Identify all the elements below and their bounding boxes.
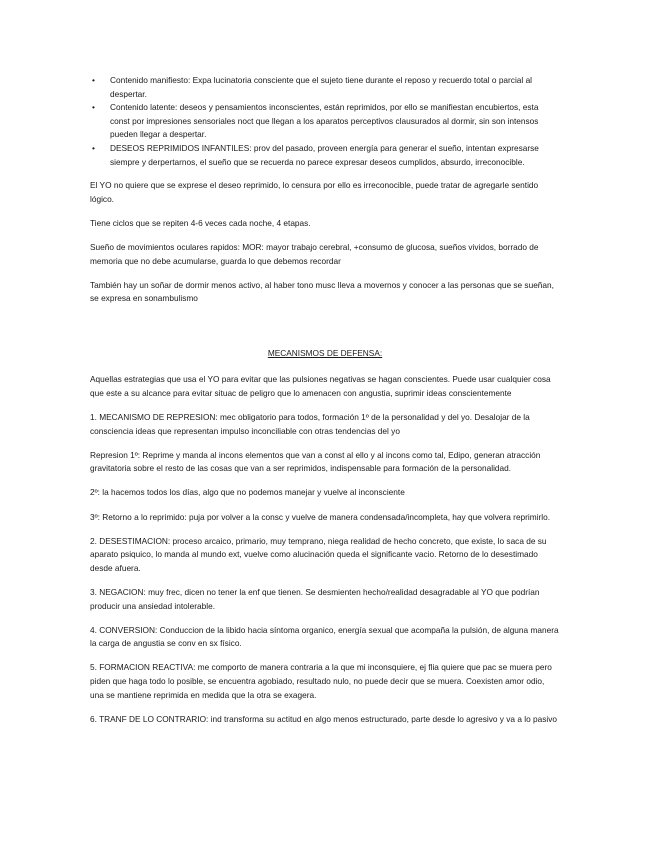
paragraph: Represion 1º: Reprime y manda al incons elementos que van a const al ello y al incons como tal, Edipo, generan atracción gravitatoria sobre el resto de las cosas que van a ser reprimidos, indispensable para formación de la personalidad. xyxy=(90,449,541,474)
paragraph: 5. FORMACION REACTIVA: me comporto de manera contraria a la que mi inconsquiere, ej flia quiere que pac se muera pero piden que haga todo lo posible, se encuentra agobiado, resultado nulo, no puede decir que se muera. Coexisten amor odio, una se mantiene reprimida en medida que la otra se exagera. xyxy=(90,662,552,700)
list-item xyxy=(90,142,560,169)
paragraph: 3º: Retorno a lo reprimido: puja por volver a la consc y vuelve de manera condensada/incompleta, hay que volvera reprimirlo. xyxy=(90,511,551,522)
list-item-label: Contenido latente xyxy=(110,102,176,113)
list-item-label: DESEOS REPRIMIDOS INFANTILES xyxy=(110,142,250,153)
bullet-icon: • xyxy=(92,102,95,113)
paragraph: El YO no quiere que se exprese el deseo reprimido, lo censura por ello es irreconocible, puede tratar de agregarle sentido lógico. xyxy=(90,180,539,204)
paragraph: 3. NEGACION: muy frec, dicen no tener la enf que tienen. Se desmienten hecho/realidad desagradable al YO que podrían producir una ansiedad intolerable. xyxy=(90,586,540,611)
paragraph: Tiene ciclos que se repiten 4-6 veces cada noche, 4 etapas. xyxy=(90,217,311,228)
paragraph: 6. TRANF DE LO CONTRARIO: ind transforma su actitud en algo menos estructurado, parte desde lo agresivo y va a lo pasivo xyxy=(90,713,557,724)
list-item-label: Contenido manifiesto xyxy=(110,75,188,85)
paragraph: 2º: la hacemos todos los días, algo que no podemos manejar y vuelve al inconsciente xyxy=(90,487,405,498)
bullet-icon: • xyxy=(92,142,95,153)
section-heading: MECANISMOS DE DEFENSA: xyxy=(267,347,383,358)
paragraph: 1. MECANISMO DE REPRESION: mec obligatorio para todos, formación 1º de la personalidad y del yo. Desalojar de la consciencia ideas que representan impulso inconciliable con otras tendencias del yo xyxy=(90,412,530,436)
list-item xyxy=(90,74,560,101)
bullet-icon: • xyxy=(92,75,95,85)
paragraph: Sueño de movimientos oculares rapidos: MOR: mayor trabajo cerebral, +consumo de glucosa, sueños vividos, borrado de memoria que no debe acumularse, guarda lo que debemos recordar xyxy=(90,241,539,266)
list-item-text: : Expa lucinatoria consciente que el sujeto tiene durante el reposo y recuerdo total o parcial al despertar. xyxy=(110,75,533,99)
paragraph: Aquellas estrategias que usa el YO para evitar que las pulsiones negativas se hagan conscientes. Puede usar cualquier cosa que este a su alcance para evitar situac de peligro que lo amenacen con angustia, suprimir ideas conscientemente xyxy=(90,374,551,398)
document-body xyxy=(90,74,560,737)
dream-content-list xyxy=(90,74,560,169)
list-item-text: : deseos y pensamientos inconscientes, están reprimidos, por ello se manifiestan encubiertos, esta const por impresiones sensoriales noct que llegan a los aparatos perceptivos clausurados al dormir, sin son intensos pueden llegar a despertar. xyxy=(110,102,539,140)
list-item-text: : prov del pasado, proveen energía para generar el sueño, intentan expresarse siempre y derpertarnos, el sueño que se recuerda no parece expresar deseos cumplidos, absurdo, irreconocible. xyxy=(110,142,539,167)
paragraph: También hay un soñar de dormir menos activo, al haber tono musc lleva a movernos y conocer a las personas que se sueñan, se expresa en sonambulismo xyxy=(90,279,554,304)
paragraph: 4. CONVERSION: Conduccion de la libido hacia síntoma organico, energía sexual que acompaña la pulsión, de alguna manera la carga de angustia se conv en sx físico. xyxy=(90,624,559,649)
list-item xyxy=(90,101,560,142)
paragraph: 2. DESESTIMACION: proceso arcaico, primario, muy temprano, niega realidad de hecho concreto, que existe, lo saca de su aparato psiquico, lo manda al mundo ext, vuelve como alucinación queda el significante vacio. Retorno de lo desestimado desde afuera. xyxy=(90,535,547,573)
